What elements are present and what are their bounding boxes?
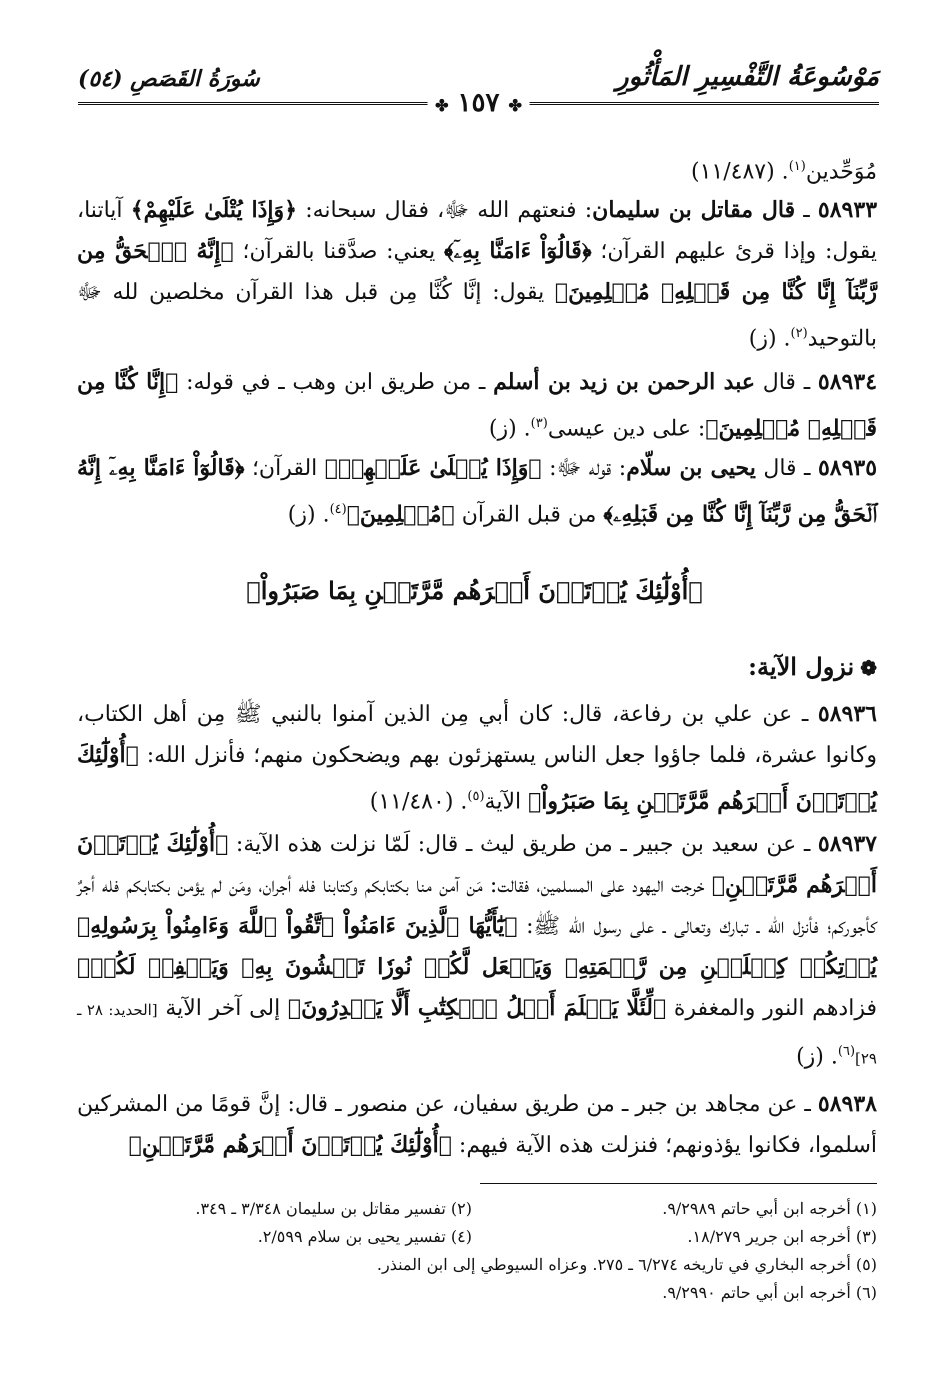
footnote-row: [72, 1279, 877, 1307]
footnote-ref: (٦): [837, 1044, 856, 1059]
footnote-ref: (٣): [530, 416, 548, 431]
text: : قوله ﷻ:: [541, 456, 627, 481]
footnote-4: (٤) تفسير يحيى بن سلام ٢/٥٩٩.: [257, 1227, 472, 1246]
footnote-1: (١) أخرجه ابن أبي حاتم ٩/٢٩٨٩.: [662, 1199, 877, 1218]
footnote-6: (٦) أخرجه ابن أبي حاتم ٩/٢٩٩٠.: [662, 1283, 877, 1302]
quran-quote: ﴿قَالُوٓاْ ءَامَنَّا بِهِۦٓ إِنَّهُ ٱلۡحَقُّ مِن رَّبِّنَآ إِنَّا كُنَّا مِن قَبۡلِهِۦ﴾: [77, 455, 877, 528]
entry-number: ٥٨٩٣٥: [817, 455, 878, 481]
entry-58936: [77, 694, 877, 822]
quran-quote: ﴿إِنَّهُ ٱلۡحَقُّ مِن رَّبِّنَآ إِنَّا كُنَّا مِن قَبۡلِهِۦ مُسۡلِمِينَ﴾: [77, 238, 877, 305]
entry-number: ٥٨٩٣٦: [817, 701, 877, 727]
text: ـ عن مجاهد بن جبر ـ من طريق سفيان، عن منصور ـ قال: إنَّ قومًا من المشركين أسلموا، فكانوا يؤذونهم؛ فنزلت هذه الآية فيهم:: [77, 1092, 877, 1158]
text: خرجت اليهود على المسلمين، فقالت: مَن آمن منا بكتابكم وكتابنا فله أجران، ومَن لم يؤمن بكتابكم فله أجرٌ كأجوركم؛ فأنزل الله ـ تبارك وتعالى ـ على رسول الله ﷺ:: [77, 873, 877, 939]
footnote-ref: (٥): [467, 789, 485, 804]
entry-number: ٥٨٩٣٤: [817, 369, 878, 395]
text: ـ عن سعيد بن جبير ـ من طريق ليث ـ قال: لَمّا نزلت هذه الآية:: [228, 832, 818, 857]
quran-quote: ﴿أُوْلَٰٓئِكَ يُؤۡتَوۡنَ أَجۡرَهُم مَّرَّتَيۡنِ﴾: [77, 831, 877, 898]
entry-number: ٥٨٩٣٧: [817, 831, 877, 857]
ornament-icon: ✤: [435, 96, 449, 115]
text: إلى آخر الآية: [157, 996, 288, 1021]
book-title: مَوْسُوعَةُ التَّفْسِيرِ المَأْثُورِ: [616, 62, 879, 92]
text: من قبل القرآن: [454, 502, 604, 528]
text: ـ عن علي بن رفاعة، قال: كان أبي مِن الذين آمنوا بالنبي ﷺ مِن أهل الكتاب، وكانوا عشرة، فلما جاؤوا جعل الناس يستهزئون بهم ويضحكون منهم؛ فأنزل الله:: [77, 702, 877, 768]
volume-ref: . (١١/٤٨٠): [369, 789, 468, 815]
source-code: . (ز): [488, 416, 531, 442]
quran-quote: ﴿مُسۡلِمِينَ﴾: [346, 501, 455, 528]
narrator: قال مقاتل بن سليمان: [592, 197, 796, 223]
paragraph-continuation: [77, 146, 877, 192]
quran-quote: ﴿أُوْلَٰٓئِكَ يُؤۡتَوۡنَ أَجۡرَهُم مَّرَّتَيۡنِ﴾: [128, 1132, 452, 1158]
footnote-2: (٢) تفسير مقاتل بن سليمان ٣/٣٤٨ ـ ٣٤٩.: [195, 1199, 472, 1218]
text: مُوَحِّدين: [805, 159, 877, 185]
quran-quote: ﴿يَٰٓأَيُّهَا ٱلَّذِينَ ءَامَنُواْ ٱتَّقُواْ ٱللَّهَ وَءَامِنُواْ بِرَسُولِهِۦ يُؤۡتِكُمۡ كِفۡلَيۡنِ مِن رَّحۡمَتِهِۦ وَيَجۡعَل لَّكُمۡ نُورٗا تَمۡشُونَ بِهِۦ وَيَغۡفِرۡ لَكُمۡ﴾: [77, 913, 877, 980]
entry-58933: ٥٨٩٣٣ ـ قال مقاتل بن سليمان: فنعتهم الله ﷻ، فقال سبحانه: ﴿وَإِذَا يُتْلَىٰ عَلَيْهِمْ﴾ آياتنا، يقول: وإذا قرئ عليهم القرآن؛ ﴿قَالُوٓاْ ءَامَنَّا بِهِۦٓ﴾ يعني: صدَّقنا بالقرآن؛ ﴿إِنَّهُ ٱلۡحَقُّ مِن رَّبِّنَآ إِنَّا كُنَّا مِن قَبۡلِهِۦ مُسۡلِمِينَ﴾ يقول: إنَّا كُنَّا مِن قبل هذا القرآن مخلصين لله ﷻ بالتوحيد$^{(٢)}$. (ز): [77, 197, 878, 352]
section-title: نزول الآية:: [748, 652, 855, 681]
text: : على دين عيسى: [547, 416, 706, 442]
quran-quote: ﴿قَالُوٓاْ ءَامَنَّا بِهِۦٓ﴾: [444, 238, 592, 264]
entry-number: ٥٨٩٣٣: [817, 197, 878, 223]
text: فزادهم النور والمغفرة: [666, 996, 877, 1021]
section-heading: [748, 652, 877, 681]
entry-58938: [77, 1084, 877, 1166]
page-header: [78, 62, 879, 118]
footnote-row: [72, 1195, 877, 1223]
footnote-5: (٥) أخرجه البخاري في تاريخه ٦/٢٧٤ ـ ٢٧٥. وعزاه السيوطي إلى ابن المنذر.: [376, 1255, 877, 1274]
flower-icon: ❁: [860, 656, 877, 680]
text: الآية: [484, 789, 529, 815]
quran-quote: ﴿إِنَّا كُنَّا مِن قَبۡلِهِۦ مُسۡلِمِينَ﴾: [77, 369, 877, 442]
footnote-ref: (٢): [790, 326, 808, 341]
ornament-icon: ✤: [508, 96, 522, 115]
surah-title: سُورَةُ القَصَصِ (٥٤): [78, 66, 260, 92]
source-code: . (ز): [748, 326, 791, 352]
text: القرآن؛: [244, 456, 325, 481]
quran-quote: ﴿أُوْلَٰٓئِكَ يُؤۡتَوۡنَ أَجۡرَهُم مَّرَّتَيۡنِ بِمَا صَبَرُواْ﴾: [77, 742, 877, 815]
text: قال: [755, 456, 797, 481]
footnote-row: [72, 1251, 877, 1279]
footnote-row: [72, 1223, 877, 1251]
text: ـ من طريق ابن وهب ـ في قوله:: [178, 370, 494, 395]
narrator: عبد الرحمن بن زيد بن أسلم: [493, 369, 755, 395]
page-number: [427, 88, 530, 118]
volume-ref: . (١١/٤٨٧): [691, 159, 789, 185]
text: آياتنا، يقول: وإذا قرئ عليهم القرآن؛: [77, 198, 877, 264]
source-code: . (ز): [796, 1044, 838, 1070]
text: : فنعتهم الله ﷻ، فقال سبحانه:: [297, 198, 593, 223]
verse-heading: ﴿أُوْلَٰٓئِكَ يُؤۡتَوۡنَ أَجۡرَهُم مَّرَّتَيۡنِ بِمَا صَبَرُواْ﴾: [246, 576, 703, 605]
footnote-ref: (١): [788, 159, 806, 174]
source-code: . (ز): [287, 502, 330, 528]
text: يعني: صدَّقنا بالقرآن؛: [233, 239, 444, 264]
entry-number: ٥٨٩٣٨: [817, 1091, 877, 1117]
quran-quote: ﴿وَإِذَا يُتۡلَىٰ عَلَيۡهِمۡ﴾: [324, 455, 542, 481]
footnote-ref: (٤): [329, 502, 347, 517]
narrator: يحيى بن سلّام: [626, 455, 756, 481]
entry-58935: ٥٨٩٣٥ ـ قال يحيى بن سلّام: قوله ﷻ: ﴿وَإِذَا يُتۡلَىٰ عَلَيۡهِمۡ﴾ القرآن؛ ﴿قَالُوٓاْ ءَامَنَّا بِهِۦٓ إِنَّهُ ٱلۡحَقُّ مِن رَّبِّنَآ إِنَّا كُنَّا مِن قَبۡلِهِۦ﴾ من قبل القرآن ﴿مُسۡلِمِينَ﴾$^{(٤)}$. (ز): [77, 455, 878, 528]
footnotes: [72, 1195, 877, 1307]
page-number-value: ١٥٧: [457, 88, 500, 118]
text: قال: [755, 370, 796, 395]
text: يقول: إنَّا كُنَّا مِن قبل هذا القرآن مخلصين لله ﷻ بالتوحيد: [77, 280, 877, 352]
surah-citation: [الحديد: ٢٨ ـ ٢٩]: [77, 1001, 877, 1068]
footnote-3: (٣) أخرجه ابن جرير ١٨/٢٧٩.: [687, 1227, 877, 1246]
entry-58937: [77, 824, 877, 1079]
quran-quote: ﴿وَإِذَا يُتْلَىٰ عَلَيْهِمْ﴾: [130, 197, 298, 223]
footnote-separator: [480, 1183, 877, 1184]
entry-58934: ٥٨٩٣٤ ـ قال عبد الرحمن بن زيد بن أسلم ـ من طريق ابن وهب ـ في قوله: ﴿إِنَّا كُنَّا مِن قَبۡلِهِۦ مُسۡلِمِينَ﴾: على دين عيسى$^{(٣)}$. (ز): [77, 369, 878, 442]
quran-quote: ﴿لِّئَلَّا يَعۡلَمَ أَهۡلُ ٱلۡكِتَٰبِ أَلَّا يَقۡدِرُونَ﴾: [287, 995, 667, 1021]
